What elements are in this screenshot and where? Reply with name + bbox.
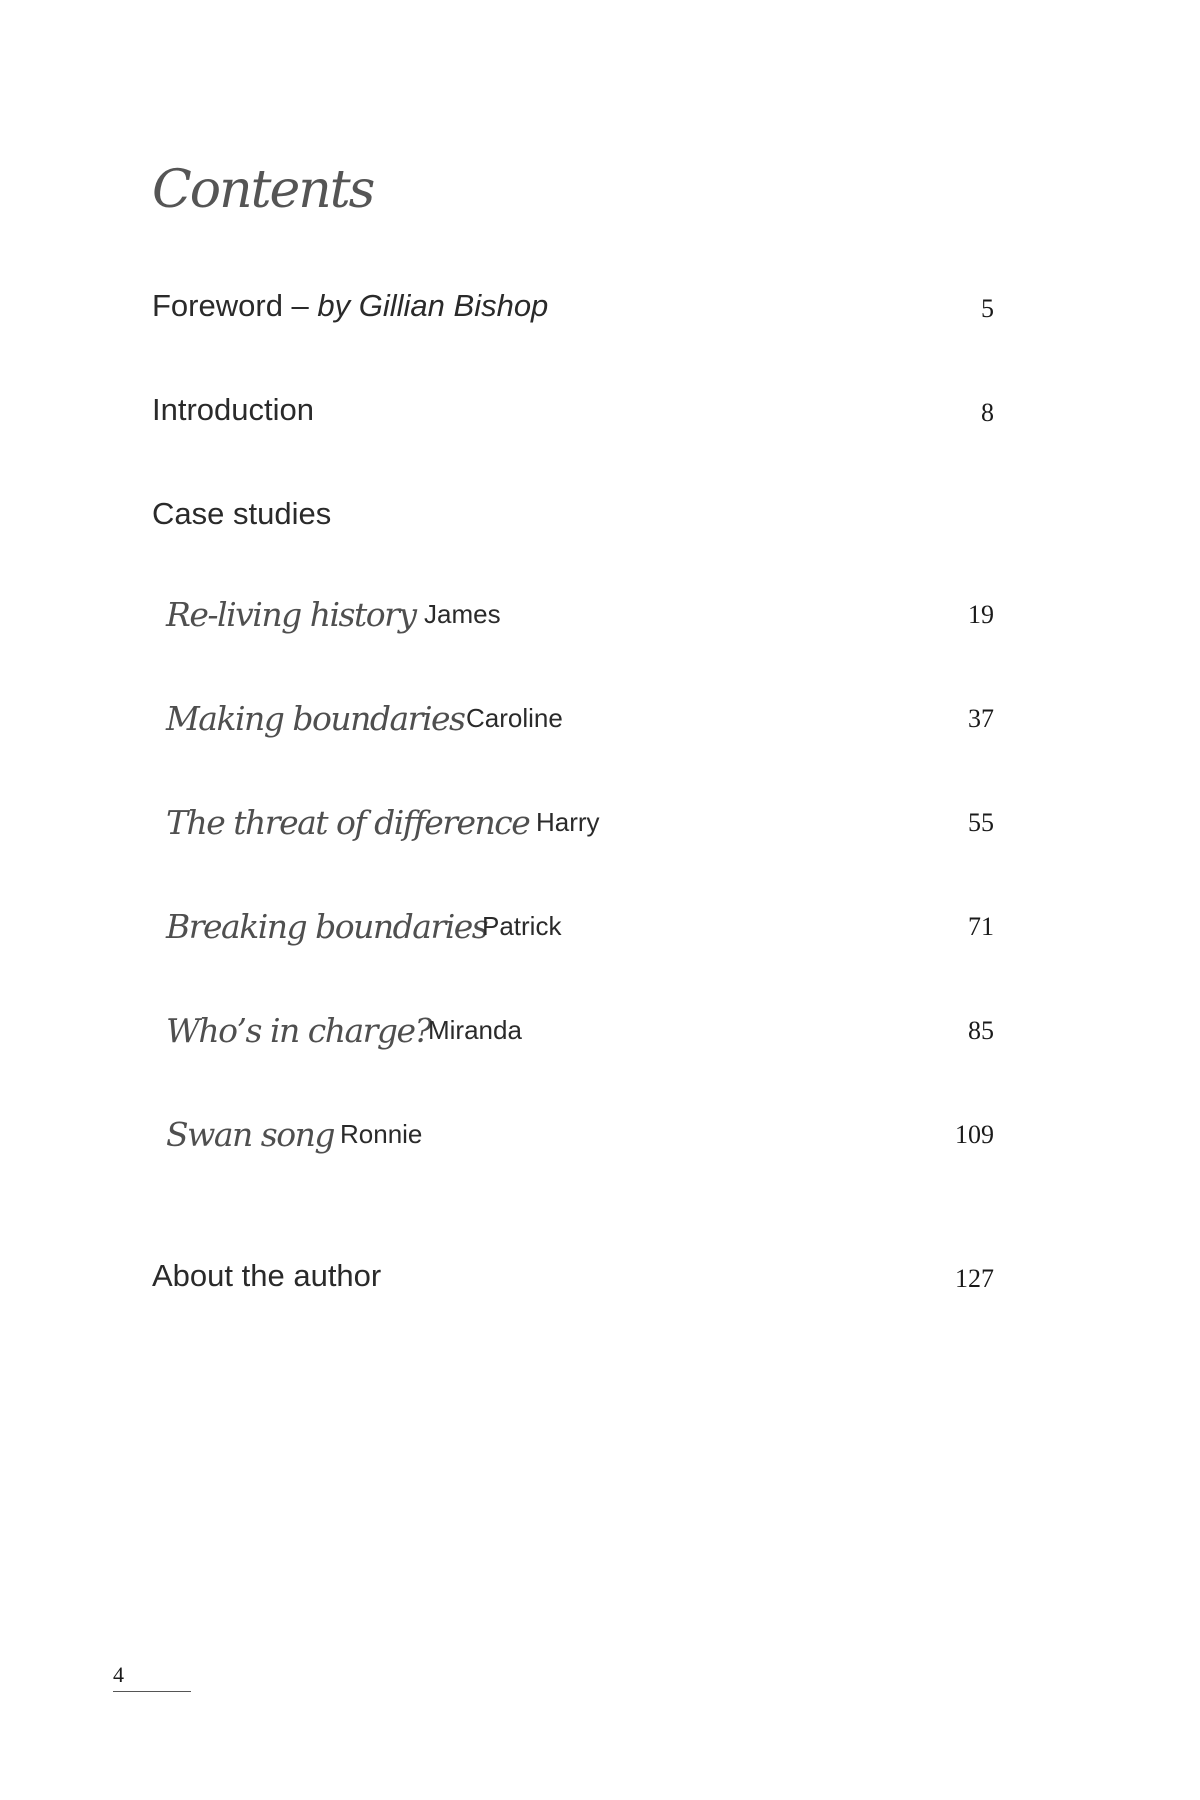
case-study-title: Swan song (166, 1115, 334, 1154)
toc-section-case-studies (152, 492, 994, 542)
folio-rule (113, 1691, 191, 1692)
introduction-label: Introduction (152, 392, 314, 427)
toc-entry-case-study[interactable] (166, 1004, 994, 1060)
case-study-page-number: 37 (968, 704, 994, 733)
case-study-name: Miranda (428, 1015, 522, 1045)
case-study-name: James (424, 599, 501, 629)
case-study-name: Ronnie (340, 1119, 423, 1149)
toc-entry-case-study[interactable] (166, 900, 994, 956)
case-study-title: Making boundaries (166, 699, 465, 738)
case-study-page-number: 71 (968, 912, 994, 941)
toc-entry-case-study[interactable] (166, 1108, 994, 1164)
toc-entry-foreword[interactable] (152, 284, 994, 334)
toc-entry-introduction[interactable] (152, 388, 994, 438)
page-title: Contents (152, 160, 374, 220)
about-author-label: About the author (152, 1258, 382, 1293)
case-study-page-number: 85 (968, 1016, 994, 1045)
case-study-name: Harry (536, 807, 600, 837)
case-study-title: Who’s in charge? (166, 1011, 431, 1050)
case-study-title: Breaking boundaries (166, 907, 488, 946)
case-study-title: The threat of difference (166, 803, 530, 842)
about-author-page-number: 127 (955, 1264, 994, 1293)
case-study-title: Re-living history (166, 595, 416, 634)
toc-entry-case-study[interactable] (166, 692, 994, 748)
case-study-page-number: 55 (968, 808, 994, 837)
introduction-page-number: 8 (981, 398, 994, 427)
foreword-label: Foreword – by Gillian Bishop (152, 288, 549, 323)
case-studies-heading: Case studies (152, 496, 332, 531)
foreword-author: by Gillian Bishop (317, 288, 549, 323)
case-study-page-number: 19 (968, 600, 994, 629)
foreword-page-number: 5 (981, 294, 994, 323)
folio-page-number: 4 (113, 1662, 124, 1687)
case-study-page-number: 109 (955, 1120, 994, 1149)
case-study-name: Caroline (466, 703, 563, 733)
case-study-name: Patrick (482, 911, 562, 941)
toc-entry-case-study[interactable] (166, 588, 994, 644)
toc-entry-about-author[interactable] (152, 1254, 994, 1304)
toc-entry-case-study[interactable] (166, 796, 994, 852)
